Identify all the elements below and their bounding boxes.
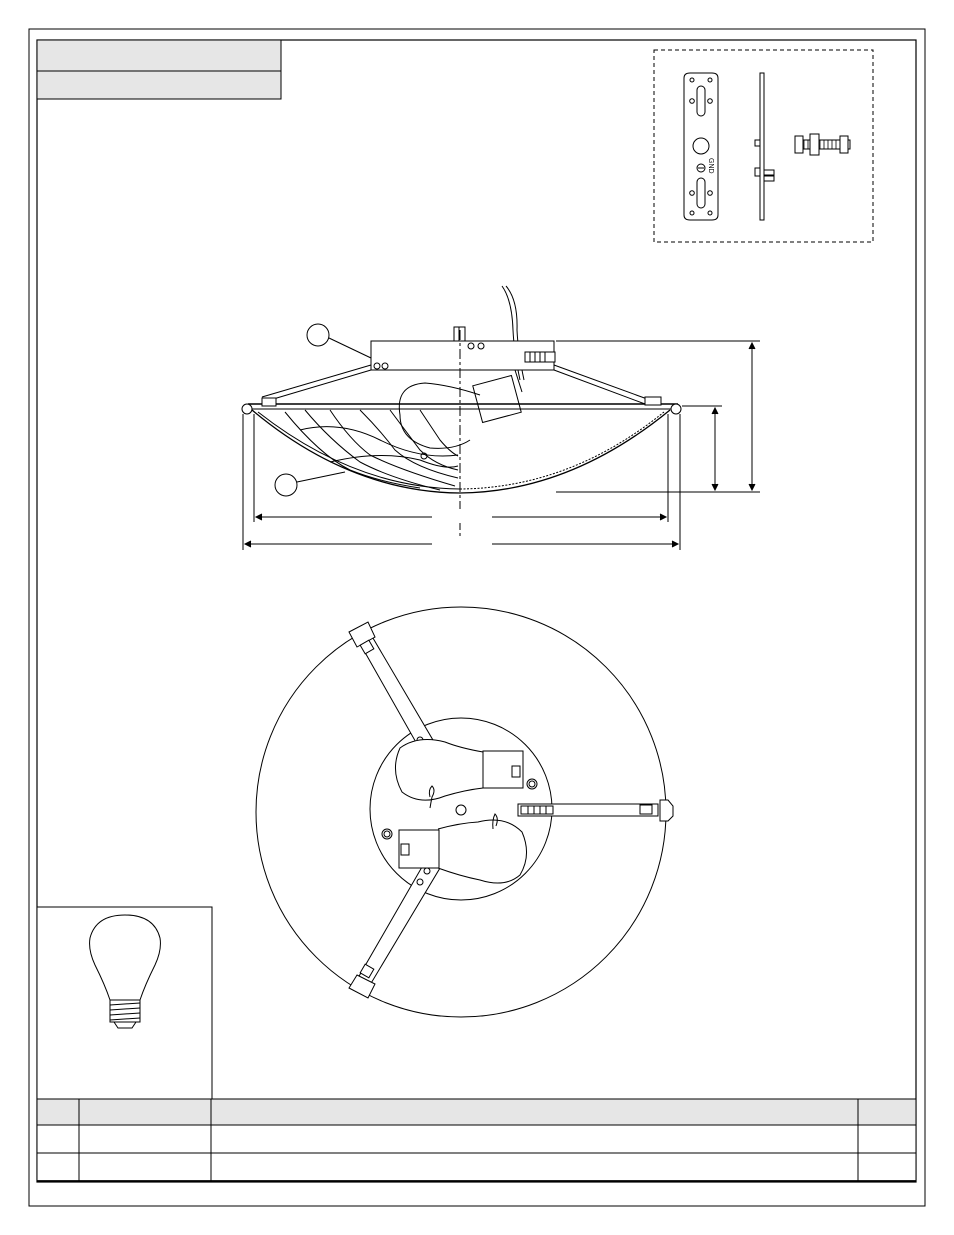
threaded-nipple [795,134,850,155]
gnd-label: GND [707,158,714,174]
width-dimensions [243,414,680,550]
mounting-hardware-inset [654,50,873,242]
arm-bottom-left [349,860,440,998]
title-block [37,40,281,99]
socket [473,375,521,422]
crossbar-plate-side [755,73,774,220]
bulb-type-box [37,907,212,1099]
glass-bowl [252,410,670,493]
callout-1 [307,324,329,346]
callout-2 [275,474,297,496]
parts-table [37,1099,916,1181]
crossbar-plate-front [684,73,718,220]
side-elevation-view [242,286,760,550]
plan-view [256,607,673,1017]
